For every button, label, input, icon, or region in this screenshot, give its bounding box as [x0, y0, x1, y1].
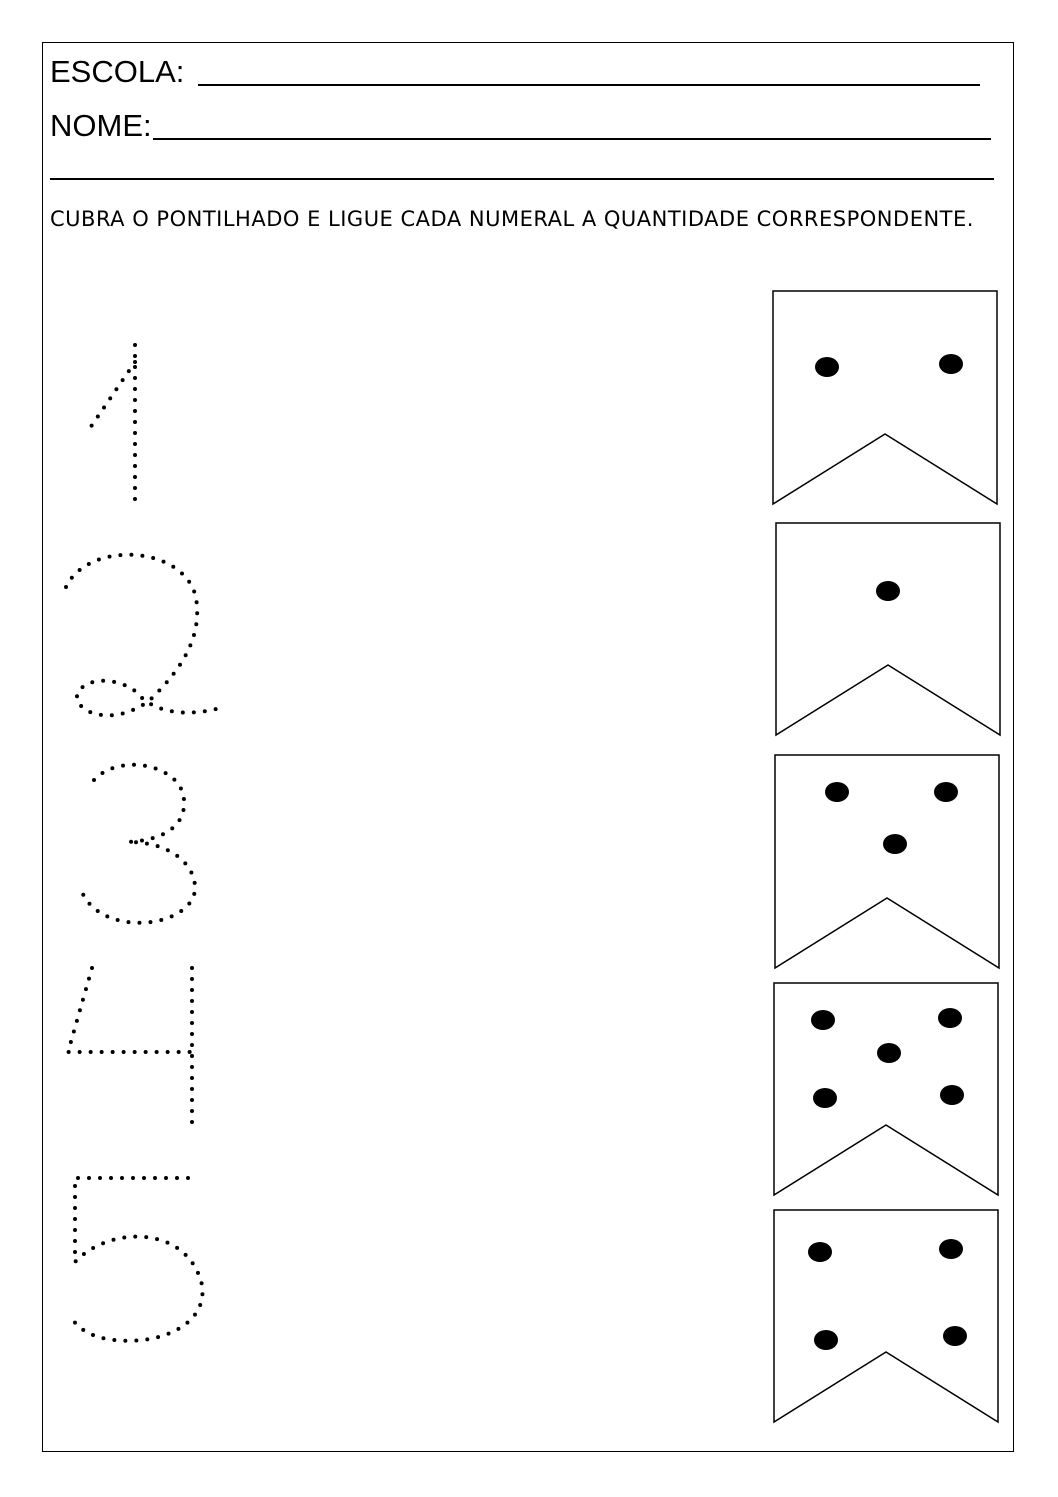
- quantity-dot: [814, 1330, 838, 1350]
- name-label: NOME:: [50, 108, 152, 143]
- school-label: ESCOLA:: [50, 54, 185, 89]
- dotted-numeral-2[interactable]: [66, 555, 220, 716]
- quantity-dot: [943, 1326, 967, 1346]
- flag-outline: [774, 983, 998, 1195]
- dotted-numeral-1[interactable]: [90, 345, 135, 508]
- flag-outline: [774, 1210, 998, 1422]
- quantity-dot: [939, 354, 963, 374]
- flag-outline: [776, 523, 1000, 735]
- quantity-dot: [940, 1085, 964, 1105]
- dotted-numeral-5[interactable]: [70, 1178, 203, 1341]
- flag-column: [773, 291, 1000, 1422]
- quantity-dot: [813, 1088, 837, 1108]
- flag-outline: [775, 755, 999, 968]
- instruction-text: CUBRA O PONTILHADO E LIGUE CADA NUMERAL A QUANTIDADE CORRESPONDENTE.: [50, 207, 974, 231]
- quantity-dot: [939, 1239, 963, 1259]
- flag-5[interactable]: [774, 1210, 998, 1422]
- quantity-dot: [883, 834, 907, 854]
- quantity-dot: [808, 1242, 832, 1262]
- flag-outline: [773, 291, 997, 504]
- flag-1[interactable]: [773, 291, 997, 504]
- quantity-dot: [876, 581, 900, 601]
- quantity-dot: [815, 357, 839, 377]
- flag-4[interactable]: [774, 983, 998, 1195]
- dotted-numerals: [66, 345, 220, 1341]
- quantity-dot: [938, 1008, 962, 1028]
- quantity-dot: [811, 1010, 835, 1030]
- flag-2[interactable]: [776, 523, 1000, 735]
- quantity-dot: [934, 782, 958, 802]
- dotted-numeral-4[interactable]: [68, 968, 192, 1133]
- flag-3[interactable]: [775, 755, 999, 968]
- quantity-dot: [825, 782, 849, 802]
- quantity-dot: [877, 1043, 901, 1063]
- dotted-numeral-3[interactable]: [82, 765, 195, 923]
